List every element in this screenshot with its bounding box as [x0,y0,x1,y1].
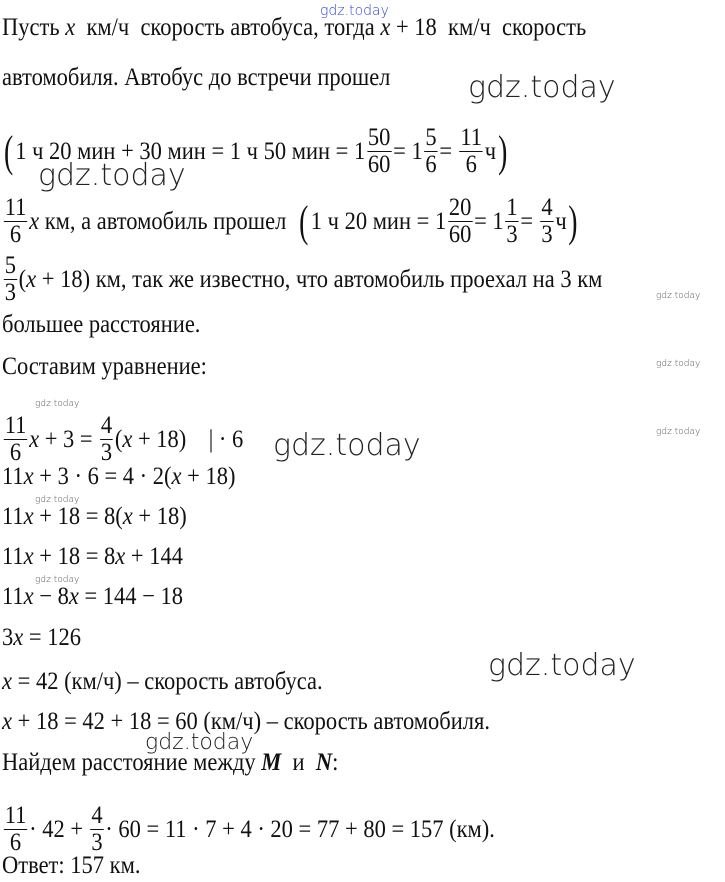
numerator: 11 [4,412,27,439]
denominator: 3 [506,221,518,248]
denominator: 6 [9,829,22,856]
text: + 18 = 8 [33,543,116,570]
numerator: 11 [460,124,483,151]
text-line [2,310,200,340]
fraction [4,253,17,306]
math-variable: x [23,543,34,570]
math-variable: x [23,503,34,530]
watermark: gdz.today [38,158,186,193]
text-line [2,195,580,248]
text: большее расстояние. [2,311,201,338]
math-variable: x [13,624,24,651]
math-variable: x [122,425,133,453]
text-line [2,413,243,466]
denominator: 6 [9,439,22,466]
fraction [4,413,27,466]
text: + 18) [132,503,187,530]
math-variable: x [65,14,76,41]
numerator: 11 [4,194,27,221]
denominator: 60 [367,151,391,178]
fraction [448,195,472,248]
watermark: gdz.today [656,427,701,437]
watermark: gdz.today [35,575,80,585]
text-line [2,13,586,43]
denominator: 3 [100,439,113,466]
denominator: 3 [91,829,103,856]
numerator: 5 [425,124,437,151]
text-line [2,542,183,572]
parenthesis: ( [299,196,309,246]
text: км, а автомобиль прошел [39,207,298,235]
text-line [2,462,235,492]
text: · 60 = 11 · 7 + 4 · 20 = 77 + 80 = 157 (км). [105,815,495,843]
text: = 1 [474,207,504,235]
math-variable: x [29,425,40,453]
math-variable: x [171,463,182,490]
fraction [4,803,27,856]
denominator: 60 [448,221,472,248]
text: + 144 [125,543,183,570]
text: + 3 · 6 = 4 · 2( [33,463,172,490]
numerator: 20 [448,194,472,221]
math-variable: x [2,708,12,735]
text-line [2,582,183,612]
text: км/ч скорость автобуса, тогда [75,14,381,41]
watermark: gdz.today [145,730,254,755]
text: : [332,749,339,776]
watermark: gdz.today [488,648,636,683]
watermark: gdz.today [320,3,389,19]
text: = 144 − 18 [78,583,183,610]
watermark: gdz.today [656,359,701,369]
watermark: gdz.today [656,291,701,301]
math-variable: x [2,668,12,695]
parenthesis: ) [568,196,578,246]
text: + 18) км, так же известно, что автомобиль проехал на 3 км [36,265,603,293]
text: ч [484,137,497,165]
watermark: gdz.today [35,495,80,505]
text: = 126 [23,624,81,651]
watermark: gdz.today [468,70,616,105]
numerator: 50 [367,124,391,151]
math-variable: x [23,463,34,490]
numerator: 5 [4,252,16,279]
math-variable: x [380,14,391,41]
text: = [520,207,539,235]
text: 11 [2,463,24,490]
denominator: 6 [465,151,477,178]
text: и [281,749,316,776]
parenthesis: ) [498,126,508,176]
math-variable: N [315,749,333,776]
text: · 42 + [29,815,89,843]
denominator: 3 [4,279,16,306]
text-line [2,63,390,93]
math-variable: x [115,543,126,570]
fraction [4,195,27,248]
text: 1 ч 20 мин + 30 мин = 1 ч 50 мин = 1 [15,137,366,165]
parenthesis: ( [3,126,14,176]
text: ( [18,265,27,293]
text-line [2,253,602,306]
text-line [2,667,323,697]
fraction [90,803,103,856]
math-variable: x [23,583,34,610]
numerator: 4 [541,194,553,221]
text: + 18 км/ч скорость [390,14,587,41]
text: автомобиля. Автобус до встречи прошел [2,64,391,91]
fraction [367,125,391,178]
text: Ответ: 157 км. [2,852,141,879]
text: = [439,137,458,165]
fraction [459,125,482,178]
math-variable: M [261,749,282,776]
text: Составим уравнение: [2,353,207,380]
math-variable: x [29,207,40,235]
math-variable: x [68,583,79,610]
text: = 42 (км/ч) – скорость автобуса. [11,668,323,695]
text: + 18 = 42 + 18 = 60 (км/ч) – скорость автомобиля. [11,708,490,735]
watermark: gdz.today [35,399,80,409]
text: − 8 [33,583,69,610]
math-variable: x [122,503,133,530]
text: 3 [2,624,14,651]
text: 1 ч 20 мин = 1 [310,207,447,235]
text: 11 [2,503,24,530]
text: ( [114,425,123,453]
watermark: gdz.today [273,428,421,463]
numerator: 4 [91,802,103,829]
text: + 18 = 8( [33,503,123,530]
text-line [2,502,187,532]
text: Пусть [2,14,66,41]
text: + 3 = [39,425,99,453]
text-line [2,352,207,382]
text-line [2,803,495,856]
text: 11 [2,543,24,570]
fraction [505,195,518,248]
fraction [540,195,553,248]
text: 11 [2,583,24,610]
numerator: 4 [100,412,113,439]
text-line [2,851,140,881]
denominator: 6 [9,221,22,248]
text-line [2,623,81,653]
text: ч [555,207,567,235]
text: Найдем расстояние между [2,749,262,776]
numerator: 1 [506,194,518,221]
text: + 18) | · 6 [132,425,244,453]
denominator: 6 [425,151,437,178]
text: = 1 [393,137,423,165]
denominator: 3 [541,221,553,248]
numerator: 11 [4,802,27,829]
fraction [100,413,113,466]
text: + 18) [181,463,236,490]
math-variable: x [26,265,37,293]
fraction [425,125,438,178]
